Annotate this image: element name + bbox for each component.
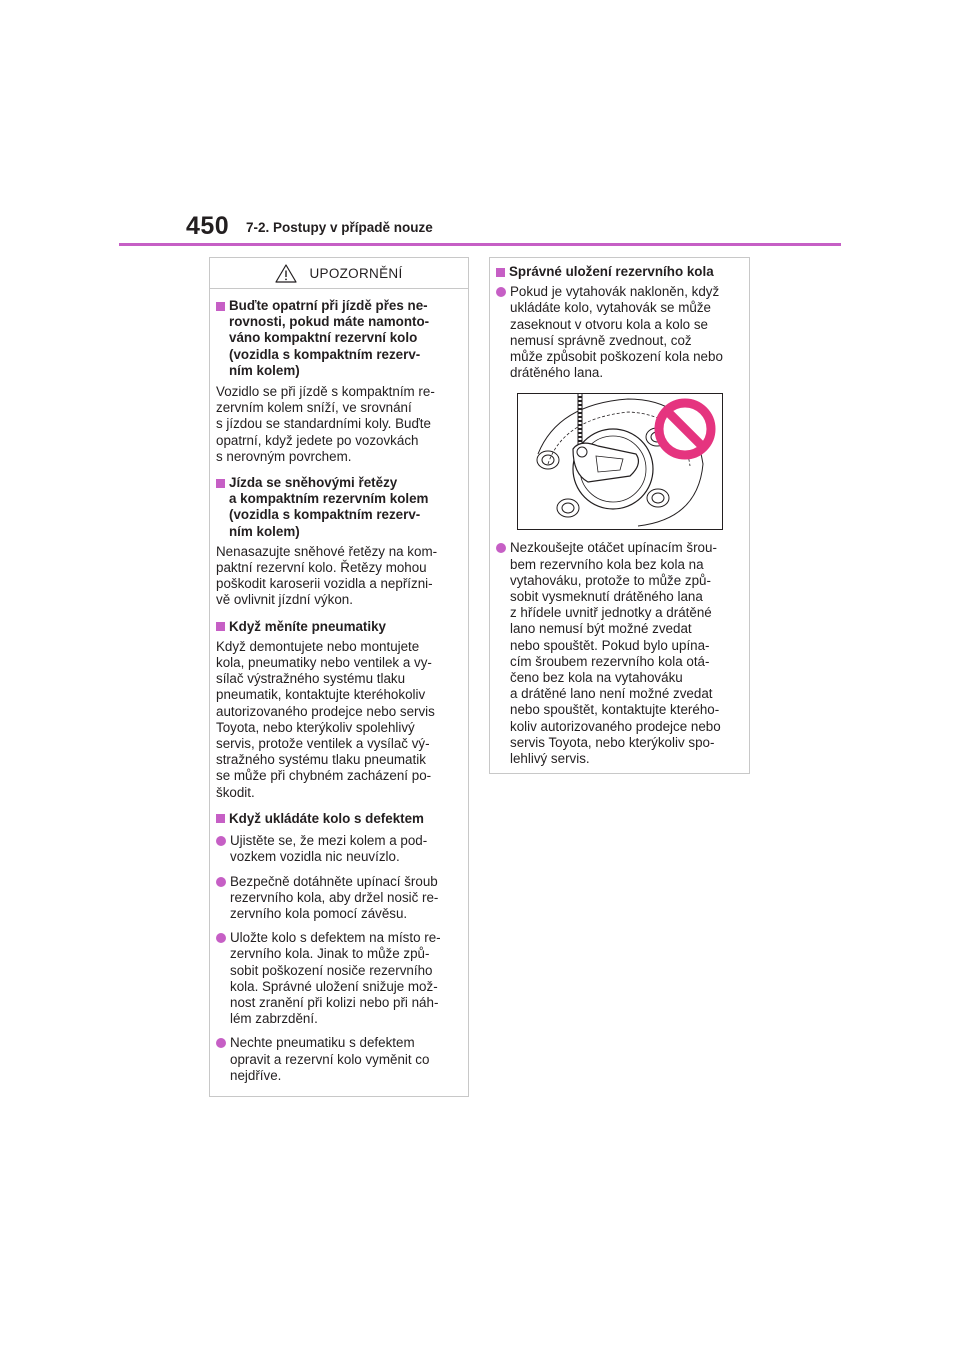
subheading-text: Buďte opatrní při jízdě přes ne- rovnosti, pokud máte namonto- váno kompaktní rezervní kolo (vozidla s kompaktním rezerv- ním kolem) [229,298,430,378]
paragraph: Když demontujete nebo montujete kola, pneumatiky nebo ventilek a vy- sílač výstražného systému tlaku pneumatik, kontaktujte kteréhokoliv autorizovaného prodejce nebo servis Toyota, nebo kterýkoliv spolehlivý servis, protože ventilek a vysílač vý- stražného systému tlaku pneumatik se může při chybném zacházení po- škodit. [216,638,435,800]
page-number: 450 [186,212,230,240]
square-bullet-icon [216,622,225,631]
circle-bullet-icon [216,1038,226,1048]
circle-bullet-icon [216,933,226,943]
list-item-text: Bezpečně dotáhněte upínací šroub rezervního kola, aby držel nosič re- zervního kola pomocí závěsu. [230,873,439,921]
subheading [216,298,459,379]
list-item [216,1035,459,1084]
warning-triangle-icon [275,264,297,283]
square-bullet-icon [216,302,225,311]
warning-box [209,257,469,1097]
subheading [216,619,459,635]
header-rule [119,243,841,246]
warning-label: UPOZORNĚNÍ [309,265,403,281]
spare-wheel-box [489,257,750,774]
subheading-text: Jízda se sněhovými řetězy a kompaktním rezervním kolem (vozidla s kompaktním rezerv- ním kolem) [229,475,429,539]
list-item-text: Nechte pneumatiku s defektem opravit a rezervní kolo vyměnit co nejdříve. [230,1035,430,1083]
paragraph: Nenasazujte sněhové řetězy na kom- paktní rezervní kolo. Řetězy mohou poškodit karoserii vozidla a nepřízni- vě ovlivnit jízdní výkon. [216,543,438,608]
section-title: 7-2. Postupy v případě nouze [246,220,433,235]
circle-bullet-icon [496,543,506,553]
subheading-text: Správné uložení rezervního kola [509,264,714,279]
subheading [496,264,741,280]
list-item [496,540,741,767]
prohibition-icon [659,403,711,455]
subheading [216,811,459,827]
list-item-text: Ujistěte se, že mezi kolem a pod- vozkem vozidla nic neuvízlo. [230,833,428,865]
subheading-text: Když měníte pneumatiky [229,618,387,634]
warning-header [210,258,468,289]
circle-bullet-icon [216,877,226,887]
paragraph: Vozidlo se při jízdě s kompaktním re- zervním kolem sníží, ve srovnání s jízdou se standardními koly. Buďte opatrní, když jedete po vozovkách s nerovným povrchem. [216,384,435,464]
list-item [216,833,459,865]
list-item [496,284,741,381]
list-item [216,874,459,923]
list-item-text: Uložte kolo s defektem na místo re- zervního kola. Jinak to může způ- sobit poškození nosiče rezervního kola. Správné uložení snižuje mož- nost zranění při kolizi nebo při náh- lém zabrzdění. [230,930,441,1027]
list-item-text: Pokud je vytahovák nakloněn, když ukládáte kolo, vytahovák se může zaseknout v otvoru kola a kolo se nemusí správně zvednout, což může způsobit poškození kola nebo drátěného lana. [510,284,723,381]
list-item [216,930,459,1027]
circle-bullet-icon [216,836,226,846]
square-bullet-icon [216,479,225,488]
subheading [216,475,459,540]
square-bullet-icon [216,814,225,823]
circle-bullet-icon [496,287,506,297]
wheel-illustration [517,393,723,530]
subheading-text: Když ukládáte kolo s defektem [229,810,424,826]
square-bullet-icon [496,268,505,277]
list-item-text: Nezkoušejte otáčet upínacím šrou- bem rezervního kola bez kola na vytahováku, protože to může způ- sobit vysmeknutí drátěného lana z hřídele uvnitř jednotky a drátěné lano nemusí být možné zvedat nebo spouštět. Pokud bylo upína- cím šroubem rezervního kola otá- čeno bez kola na vytahováku a drátěné lano není možné zvedat nebo spouštět, kontaktujte kterého- koliv autorizovaného prodejce nebo servis Toyota, nebo kterýkoliv spo- lehlivý servis. [510,540,721,767]
